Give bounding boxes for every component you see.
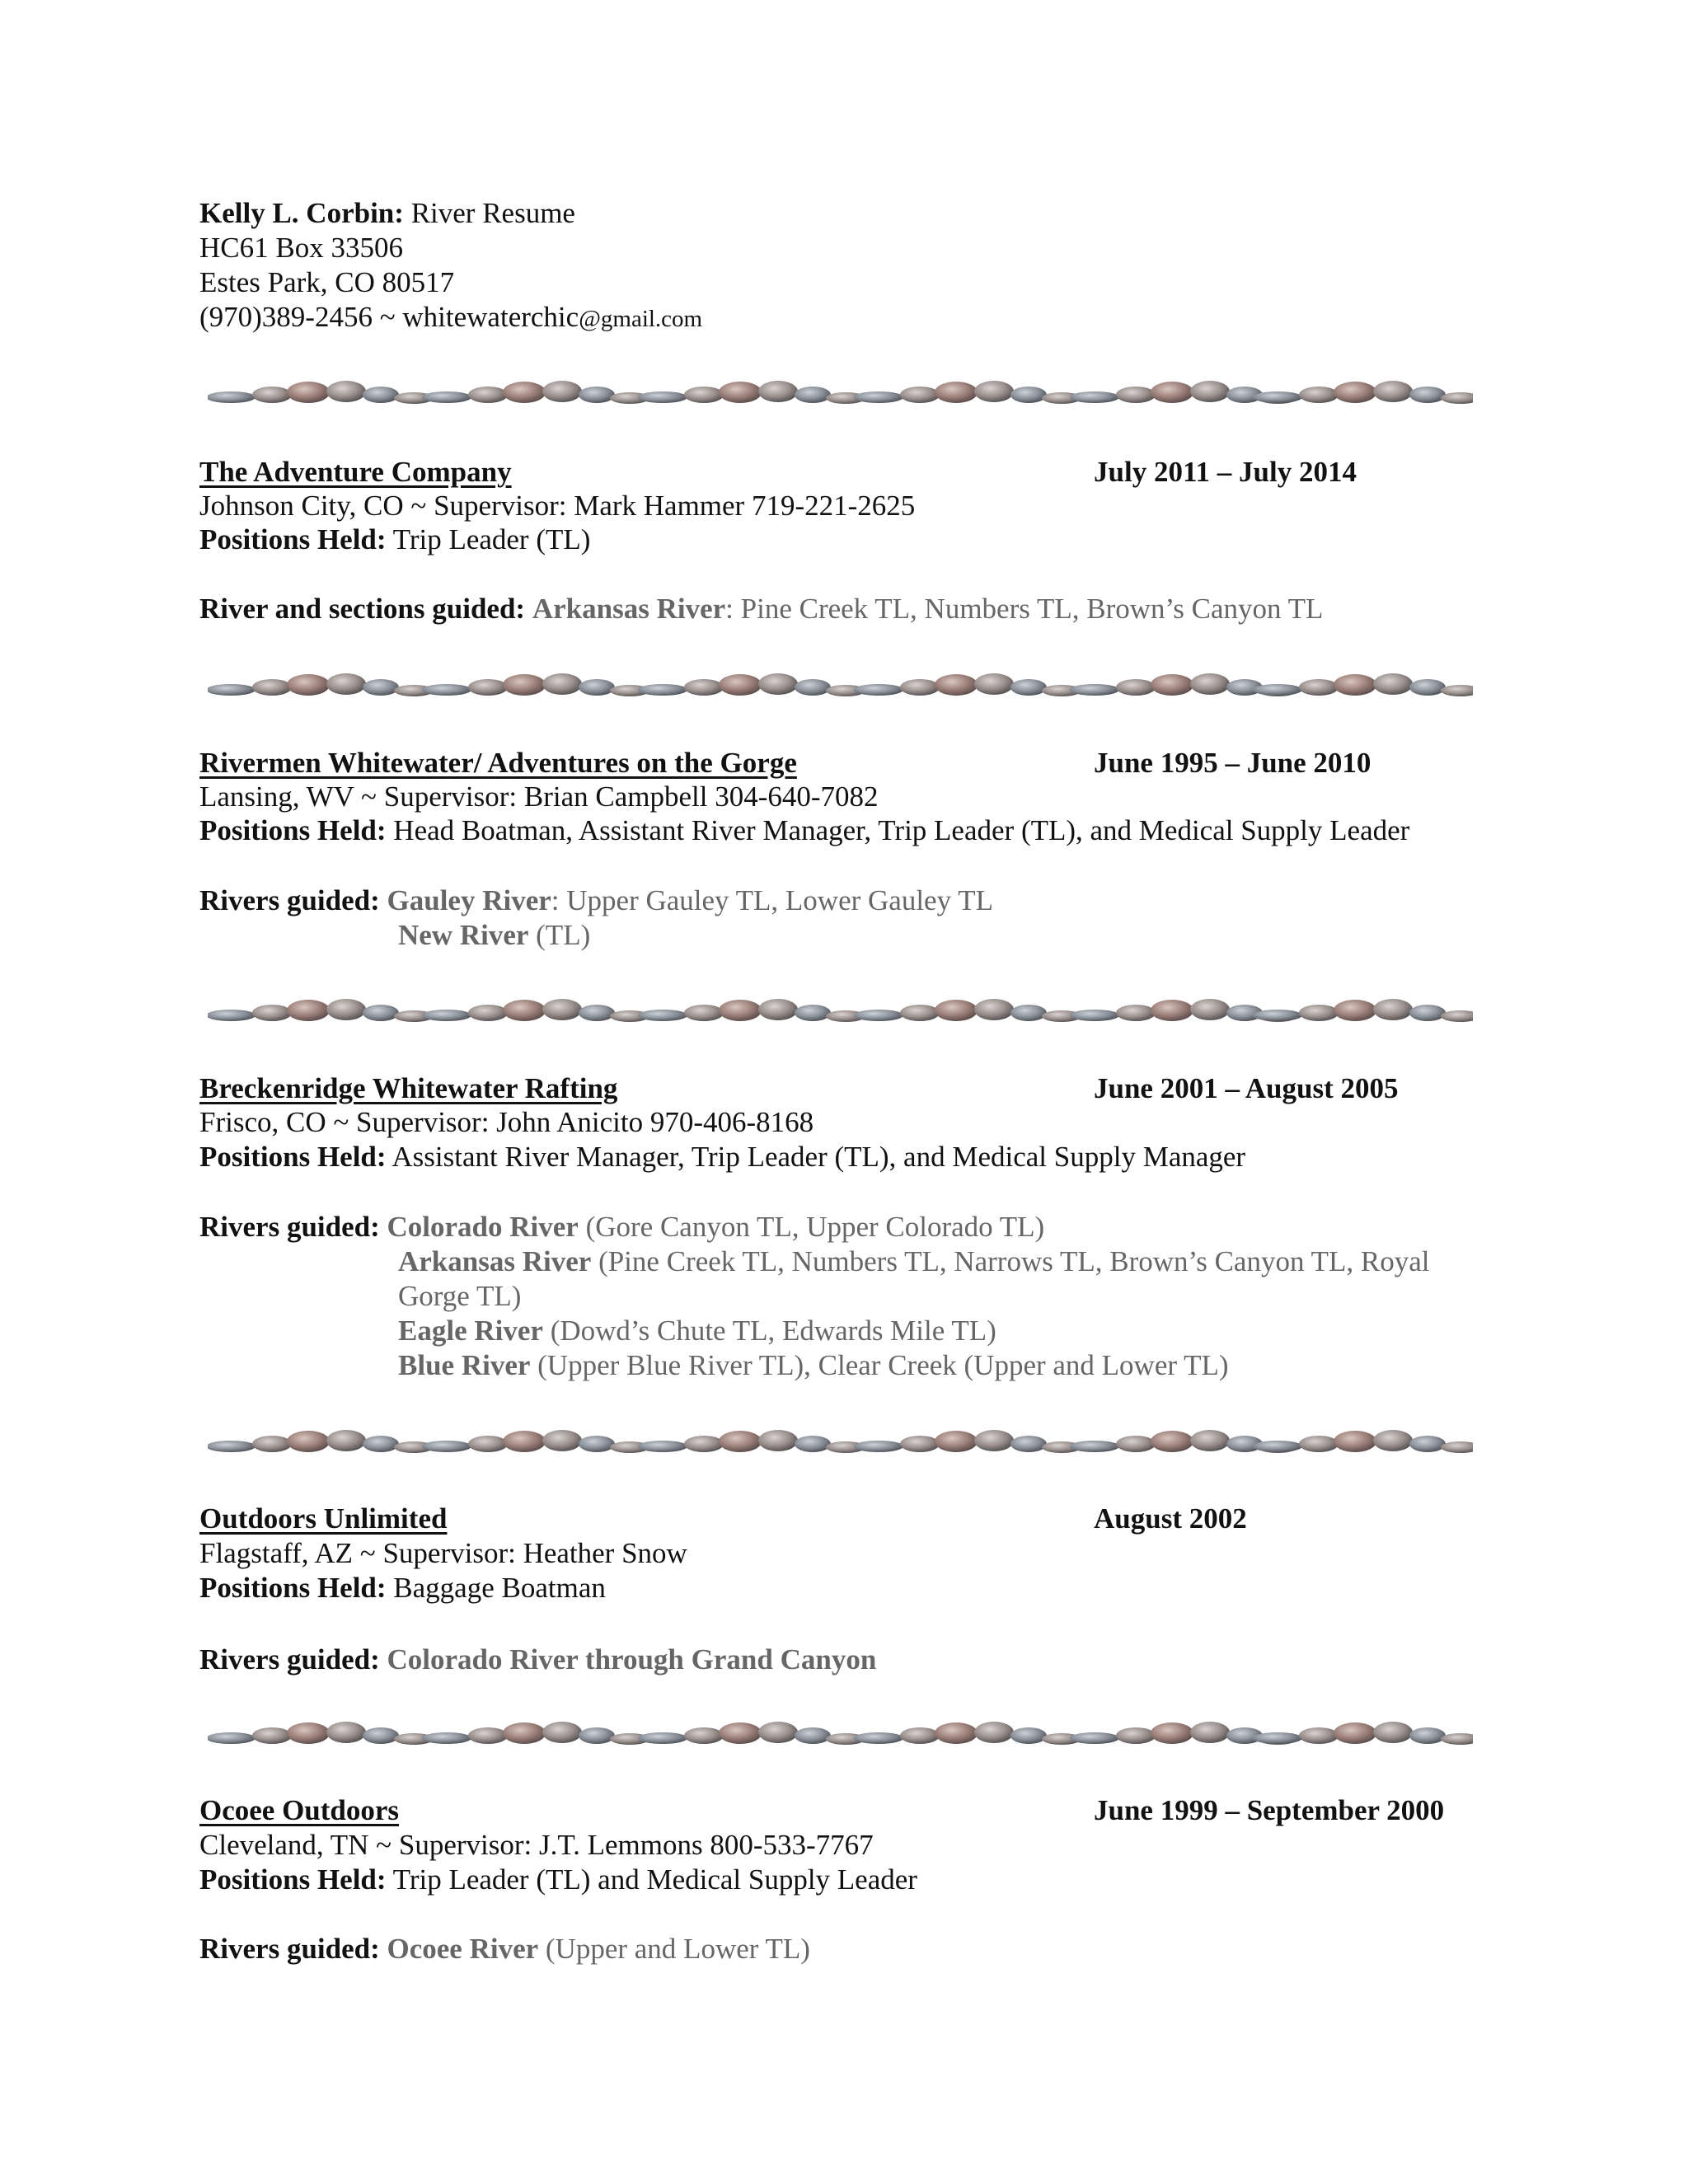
rivers-label: River and sections guided: [199, 593, 526, 625]
employment-dates: June 1995 – June 2010 [1094, 747, 1372, 779]
river-sections: (Gore Canyon TL, Upper Colorado TL) [578, 1211, 1045, 1243]
rivers-line [199, 1643, 876, 1677]
email-domain: @gmail.com [579, 306, 703, 332]
river-sections: : Upper Gauley TL, Lower Gauley TL [551, 884, 993, 916]
company-name: Rivermen Whitewater/ Adventures on the Gorge [199, 747, 797, 779]
positions-label: Positions Held: [199, 814, 387, 846]
river-name: Blue River [398, 1349, 531, 1381]
rivers-label: Rivers guided: [199, 884, 380, 916]
river-sections: (Upper and Lower TL) [538, 1933, 810, 1965]
rivers-line [199, 1932, 810, 1966]
address-line-2: Estes Park, CO 80517 [199, 266, 455, 298]
rivers-line [398, 1244, 1429, 1279]
positions-label: Positions Held: [199, 1572, 387, 1604]
river-name: New River [398, 919, 529, 951]
rivers-label: Rivers guided: [199, 1643, 380, 1675]
stone-divider [208, 993, 1473, 1034]
rivers-line [199, 592, 1323, 626]
positions-line [199, 1140, 1245, 1174]
employment-dates: June 1999 – September 2000 [1094, 1794, 1445, 1826]
stone-divider [208, 375, 1473, 416]
positions-line [199, 1571, 606, 1605]
rivers-line [398, 1348, 1229, 1383]
river-name: Eagle River [398, 1315, 543, 1347]
river-name: Gauley River [387, 884, 551, 916]
company-name: Outdoors Unlimited [199, 1502, 448, 1535]
resume-title: River Resume [410, 197, 575, 229]
river-sections: (Upper Blue River TL), Clear Creek (Upper and Lower TL) [530, 1349, 1229, 1381]
rivers-line [199, 883, 993, 918]
river-sections: (TL) [528, 919, 591, 951]
location-supervisor: Flagstaff, AZ ~ Supervisor: Heather Snow [199, 1537, 687, 1569]
positions-value: Trip Leader (TL) and Medical Supply Leader [392, 1863, 917, 1896]
river-sections: (Dowd’s Chute TL, Edwards Mile TL) [542, 1315, 996, 1347]
river-name: Colorado River through Grand Canyon [387, 1643, 877, 1675]
positions-value: Baggage Boatman [393, 1572, 606, 1604]
positions-label: Positions Held: [199, 1863, 387, 1896]
river-name: Ocoee River [387, 1933, 539, 1965]
positions-label: Positions Held: [199, 523, 387, 555]
address-line-1: HC61 Box 33506 [199, 232, 403, 264]
rivers-line [398, 918, 590, 953]
positions-label: Positions Held: [199, 1141, 387, 1173]
river-sections: Gorge TL) [398, 1280, 522, 1312]
employment-dates: July 2011 – July 2014 [1094, 456, 1357, 488]
company-name: Ocoee Outdoors [199, 1794, 400, 1826]
employment-dates: June 2001 – August 2005 [1094, 1072, 1399, 1104]
positions-line [199, 1863, 917, 1897]
positions-value: Assistant River Manager, Trip Leader (TL), and Medical Supply Manager [392, 1141, 1246, 1173]
rivers-line [398, 1279, 521, 1314]
stone-divider [208, 668, 1473, 709]
positions-value: Trip Leader (TL) [392, 523, 591, 555]
positions-value: Head Boatman, Assistant River Manager, Trip Leader (TL), and Medical Supply Leader [393, 814, 1410, 846]
river-name: Arkansas River [398, 1245, 592, 1277]
location-supervisor: Johnson City, CO ~ Supervisor: Mark Hammer 719-221-2625 [199, 490, 916, 522]
rivers-line [398, 1314, 996, 1348]
rivers-label: Rivers guided: [199, 1933, 380, 1965]
stone-divider [208, 1424, 1473, 1465]
company-name: Breckenridge Whitewater Rafting [199, 1072, 618, 1104]
rivers-label: Rivers guided: [199, 1211, 380, 1243]
name-line [199, 196, 575, 231]
rivers-line [199, 1210, 1044, 1244]
contact-line [199, 300, 702, 336]
positions-line [199, 813, 1409, 848]
river-sections: (Pine Creek TL, Numbers TL, Narrows TL, Brown’s Canyon TL, Royal [591, 1245, 1430, 1277]
applicant-name: Kelly L. Corbin: [199, 197, 404, 229]
stone-divider [208, 1716, 1473, 1757]
location-supervisor: Lansing, WV ~ Supervisor: Brian Campbell 304-640-7082 [199, 780, 879, 813]
river-name: Colorado River [387, 1211, 579, 1243]
company-name: The Adventure Company [199, 456, 512, 488]
phone-and-email: (970)389-2456 ~ whitewaterchic [199, 301, 579, 333]
employment-dates: August 2002 [1094, 1502, 1247, 1535]
location-supervisor: Cleveland, TN ~ Supervisor: J.T. Lemmons 800-533-7767 [199, 1829, 874, 1861]
location-supervisor: Frisco, CO ~ Supervisor: John Anicito 970-406-8168 [199, 1106, 814, 1138]
river-name: Arkansas River [532, 593, 726, 625]
positions-line [199, 523, 590, 557]
river-sections: : Pine Creek TL, Numbers TL, Brown’s Canyon TL [725, 593, 1324, 625]
